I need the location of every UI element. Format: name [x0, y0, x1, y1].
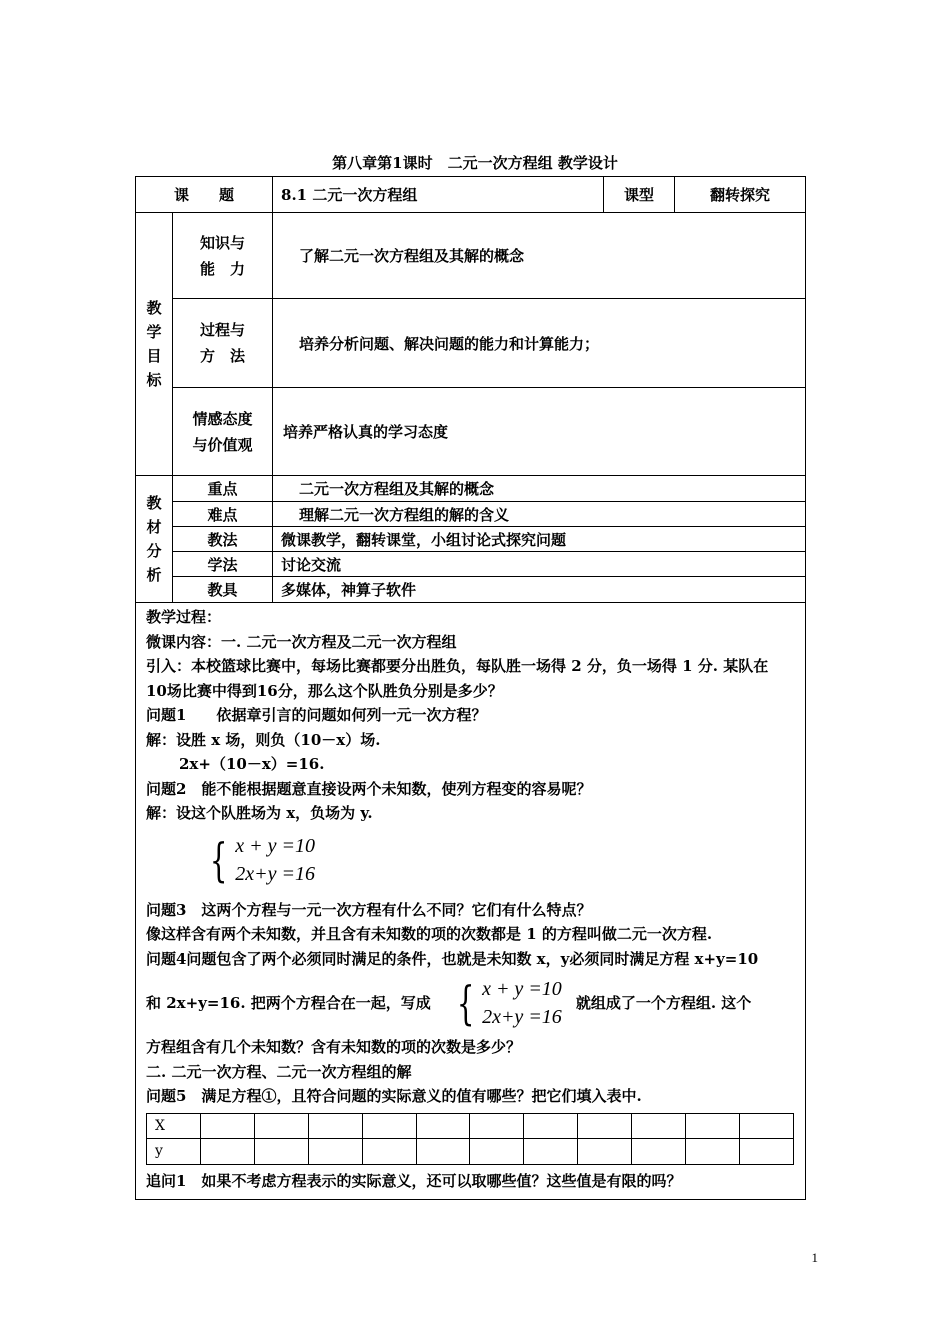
xy-table-cell [308, 1113, 362, 1139]
xy-table [146, 1113, 794, 1165]
goal-text: 培养分析问题、解决问题的能力和计算能力； [273, 299, 806, 388]
xy-table-row-x [147, 1113, 794, 1139]
analysis-row [136, 577, 806, 603]
xy-table-cell [686, 1139, 740, 1165]
brace-icon: { [209, 832, 228, 887]
xy-table-cell [739, 1139, 793, 1165]
equation: x + y =10 [482, 978, 562, 1000]
analysis-text: 理解二元一次方程组的解的含义 [273, 502, 806, 527]
xy-table-cell [470, 1139, 524, 1165]
xy-table-cell [632, 1139, 686, 1165]
xy-table-cell [416, 1113, 470, 1139]
analysis-section-label [136, 476, 173, 603]
xy-table-cell [686, 1113, 740, 1139]
analysis-text: 微课教学，翻转课堂，小组讨论式探究问题 [273, 527, 806, 552]
xy-table-cell [254, 1139, 308, 1165]
goal-label-line2: 能 力 [200, 259, 246, 278]
process-heading: 教学过程： [146, 608, 222, 626]
equation-system [204, 832, 315, 888]
analysis-row [136, 476, 806, 502]
teaching-process [136, 603, 806, 1200]
xy-table-row-y [147, 1139, 794, 1165]
lesson-plan-table [135, 176, 806, 1200]
goal-row-knowledge [136, 213, 806, 299]
analysis-text: 多媒体，神算子软件 [273, 577, 806, 603]
process-line: 问题1 依据章引言的问题如何列一元一次方程？ [146, 706, 487, 724]
goals-label-text: 教 学 目 标 [146, 299, 162, 389]
goal-label-line2: 与价值观 [192, 435, 253, 454]
topic-value: 8.1 二元一次方程组 [273, 177, 604, 213]
goals-section-label [136, 213, 173, 476]
equation: 2x+y =16 [482, 1006, 562, 1028]
process-row [136, 603, 806, 1200]
equation-system [451, 975, 562, 1031]
xy-table-cell [362, 1139, 416, 1165]
goal-text: 了解二元一次方程组及其解的概念 [273, 213, 806, 299]
xy-table-header: y [147, 1139, 201, 1165]
xy-table-cell [416, 1139, 470, 1165]
process-line: 二. 二元一次方程、二元一次方程组的解 [146, 1062, 412, 1081]
xy-table-cell [308, 1139, 362, 1165]
process-line: 就组成了一个方程组. 这个 [575, 993, 752, 1012]
xy-table-cell [739, 1113, 793, 1139]
page-number: 1 [811, 1250, 818, 1265]
xy-table-cell [632, 1113, 686, 1139]
xy-table-cell [254, 1113, 308, 1139]
goal-label-line1: 知识与 [200, 233, 246, 252]
analysis-row [136, 527, 806, 552]
process-line: 方程组含有几个未知数？含有未知数的项的次数是多少？ [146, 1038, 522, 1056]
process-line: 解：设这个队胜场为 x，负场为 y. [146, 804, 373, 822]
analysis-label: 重点 [173, 476, 273, 502]
process-line: 像这样含有两个未知数，并且含有未知数的项的次数都是 1 的方程叫做二元一次方程. [146, 925, 713, 943]
type-value: 翻转探究 [675, 177, 806, 213]
xy-table-cell [578, 1139, 632, 1165]
goal-row-attitude [136, 388, 806, 476]
xy-table-header: X [147, 1113, 201, 1139]
goal-label-line1: 过程与 [200, 321, 246, 339]
process-line: 微课内容：一. 二元一次方程及二元一次方程组 [146, 632, 457, 651]
goal-label [173, 388, 273, 476]
process-line-with-system [146, 971, 795, 1035]
xy-table-cell [200, 1139, 254, 1165]
document-title: 第八章第1课时 二元一次方程组 教学设计 [332, 154, 618, 172]
process-line: 和 2x+y=16. 把两个方程合在一起，写成 [146, 993, 431, 1012]
topic-label: 课 题 [136, 177, 273, 213]
xy-table-cell [524, 1139, 578, 1165]
process-line: 引入：本校篮球比赛中，每场比赛都要分出胜负，每队胜一场得 2 分，负一场得 1 分. 某队在 [146, 657, 769, 675]
goal-row-process [136, 299, 806, 388]
analysis-row [136, 502, 806, 527]
type-label: 课型 [604, 177, 675, 213]
process-line: 问题2 能不能根据题意直接设两个未知数，使列方程变的容易呢？ [146, 779, 592, 798]
analysis-label: 教具 [173, 577, 273, 603]
process-line: 问题3 这两个方程与一元一次方程有什么不同？它们有什么特点？ [146, 900, 592, 919]
brace-icon: { [456, 976, 475, 1030]
analysis-label: 学法 [173, 552, 273, 577]
xy-table-cell [470, 1113, 524, 1139]
process-line: 解：设胜 x 场，则负（10－x）场. [146, 730, 381, 749]
analysis-row [136, 552, 806, 577]
analysis-label-text: 教 材 分 析 [146, 494, 162, 584]
equation: x + y =10 [235, 834, 316, 857]
process-line: 追问1 如果不考虑方程表示的实际意义，还可以取哪些值？这些值是有限的吗？ [146, 1171, 682, 1190]
goal-label [173, 213, 273, 299]
analysis-text: 二元一次方程组及其解的概念 [273, 476, 806, 502]
analysis-label: 难点 [173, 502, 273, 527]
goal-label-line2: 方 法 [200, 347, 246, 365]
equation: 2x+y =16 [235, 862, 316, 885]
goal-text: 培养严格认真的学习态度 [273, 388, 806, 476]
xy-table-cell [362, 1113, 416, 1139]
process-line: 问题4问题包含了两个必须同时满足的条件，也就是未知数 x，y必须同时满足方程 x+y=10 [146, 949, 759, 968]
analysis-text: 讨论交流 [273, 552, 806, 577]
process-line: 10场比赛中得到16分，那么这个队胜负分别是多少？ [146, 681, 503, 700]
topic-row [136, 177, 806, 213]
process-line: 2x+（10－x）=16. [179, 755, 325, 773]
process-line: 问题5 满足方程①，且符合问题的实际意义的值有哪些？把它们填入表中. [146, 1087, 642, 1105]
analysis-label: 教法 [173, 527, 273, 552]
xy-table-cell [524, 1113, 578, 1139]
goal-label [173, 299, 273, 388]
xy-table-cell [200, 1113, 254, 1139]
goal-label-line1: 情感态度 [192, 409, 253, 428]
xy-table-cell [578, 1113, 632, 1139]
